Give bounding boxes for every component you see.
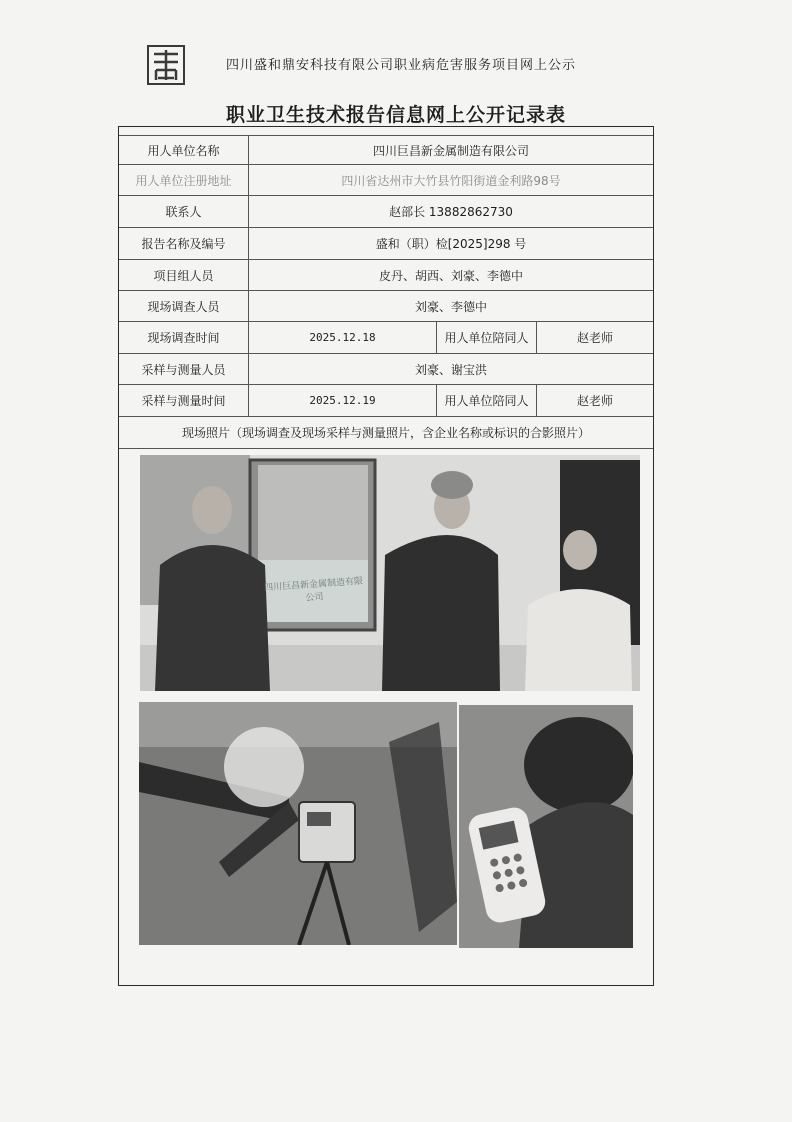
sampling-photo [139, 702, 457, 945]
meter-photo-illustration [459, 705, 633, 948]
group-photo [140, 455, 640, 691]
row-photos-caption [119, 417, 653, 449]
document-title: 职业卫生技术报告信息网上公开记录表 [225, 104, 566, 126]
sampling-staff-value: 刘豪、谢宝洪 [414, 362, 487, 377]
survey-accompany-label: 用人单位陪同人 [437, 322, 537, 353]
team-value: 皮丹、胡西、刘豪、李德中 [378, 268, 523, 283]
registered-address-label: 用人单位注册地址 [119, 165, 249, 195]
sampling-staff-label: 采样与测量人员 [119, 354, 249, 384]
survey-time-label: 现场调查时间 [119, 322, 249, 353]
row-survey-time [119, 322, 653, 354]
report-value: 盛和（职）检[2025]298 号 [375, 237, 527, 251]
row-employer-name [119, 135, 653, 165]
row-team [119, 260, 653, 291]
registered-address-value: 四川省达州市大竹县竹阳街道金利路98号 [341, 173, 561, 188]
sampling-accompany-label: 用人单位陪同人 [437, 385, 537, 416]
team-label: 项目组人员 [119, 260, 249, 290]
row-sampling-time [119, 385, 653, 417]
employer-name-value: 四川巨昌新金属制造有限公司 [372, 143, 529, 158]
report-label: 报告名称及编号 [119, 228, 249, 259]
company-sign-text: 四川巨昌新金属制造有限公司 [263, 576, 364, 604]
sampling-photo-illustration [139, 702, 457, 945]
survey-staff-label: 现场调查人员 [119, 291, 249, 321]
contact-label: 联系人 [119, 196, 249, 227]
employer-name-label: 用人单位名称 [119, 136, 249, 164]
group-photo-illustration [140, 455, 640, 691]
meter-photo [459, 705, 633, 948]
sampling-date: 2025.12.19 [249, 385, 437, 416]
survey-accompany-value: 赵老师 [576, 331, 613, 345]
row-sampling-staff [119, 354, 653, 385]
company-seal-logo [146, 44, 186, 86]
contact-value: 赵部长 13882862730 [389, 205, 513, 219]
photos-caption: 现场照片（现场调查及现场采样与测量照片，含企业名称或标识的合影照片） [181, 426, 590, 440]
row-registered-address [119, 165, 653, 196]
row-report [119, 228, 653, 260]
row-contact [119, 196, 653, 228]
sampling-accompany-value: 赵老师 [576, 394, 613, 408]
sampling-time-label: 采样与测量时间 [119, 385, 249, 416]
survey-staff-value: 刘豪、李德中 [414, 299, 487, 314]
survey-date: 2025.12.18 [249, 322, 437, 353]
company-header: 四川盛和鼎安科技有限公司职业病危害服务项目网上公示 [226, 58, 577, 73]
row-survey-staff [119, 291, 653, 322]
